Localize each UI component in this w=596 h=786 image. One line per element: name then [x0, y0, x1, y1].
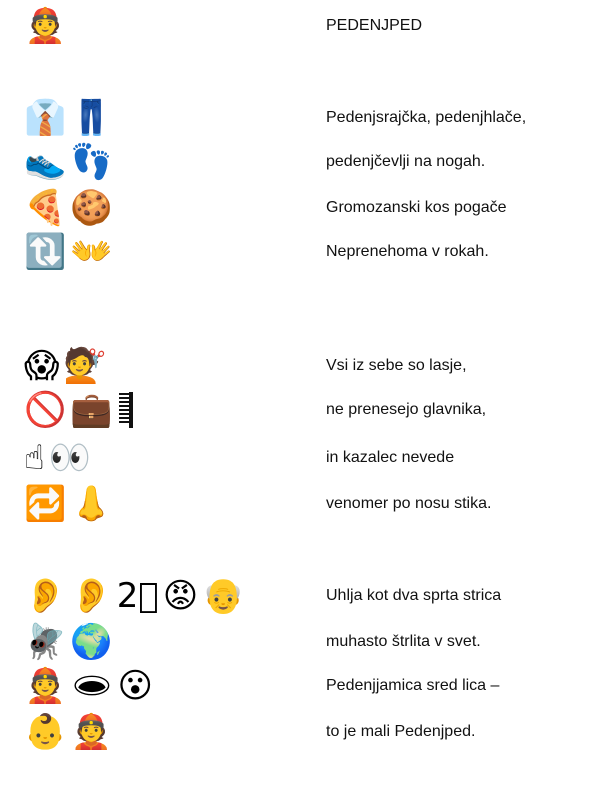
arrows-clockwise-icon: 🔃 [24, 232, 67, 272]
stanza-3-line-3 [0, 664, 596, 708]
verse-line: ne prenesejo glavnika, [326, 401, 487, 418]
emoji-group [24, 664, 153, 708]
verse-line: Uhlja kot dva sprta strica [326, 587, 502, 604]
stanza-3-line-2 [0, 620, 596, 664]
verse-line: Pedenjjamica sred lica – [326, 677, 500, 694]
stanza-1-line-4 [0, 230, 596, 274]
footprints-icon: 👣 [70, 142, 113, 182]
keycap-two-icon: 2⃣ [116, 576, 159, 616]
poem-title: PEDENJPED [326, 17, 423, 34]
jeans-icon: 👖 [70, 98, 113, 138]
emoji-group [24, 344, 106, 388]
boy-with-cap-icon: 👲 [24, 666, 67, 706]
stanza-1-line-3 [0, 186, 596, 230]
hole-icon: 🕳 [70, 666, 114, 706]
verse-line: venomer po nosu stika. [326, 495, 492, 512]
pizza-icon: 🍕 [24, 188, 67, 228]
verse-line: pedenjčevlji na nogah. [326, 153, 486, 170]
verse-line: muhasto štrlita v svet. [326, 633, 481, 650]
stanza-1-line-1 [0, 96, 596, 140]
emoji-group [24, 186, 113, 230]
verse-line: Vsi iz sebe so lasje, [326, 357, 467, 374]
globe-icon: 🌍 [70, 622, 113, 662]
emoji-group [24, 230, 113, 274]
fly-icon: 🪰 [24, 622, 67, 662]
ear-icon: 👂 [24, 576, 67, 616]
nose-icon: 👃 [70, 484, 113, 524]
ear-icon: 👂 [70, 576, 113, 616]
baby-icon: 👶 [24, 712, 67, 752]
emoji-group [24, 482, 113, 526]
sneaker-icon: 👟 [24, 142, 67, 182]
emoji-group [24, 710, 113, 754]
verse-line: to je mali Pedenjped. [326, 723, 476, 740]
stanza-2-line-2 [0, 388, 596, 432]
verse-line: Pedenjsrajčka, pedenjhlače, [326, 109, 527, 126]
emoji-group [24, 436, 91, 480]
verse-line: Gromozanski kos pogače [326, 199, 507, 216]
boy-with-cap-icon: 👲 [70, 712, 113, 752]
prohibited-icon: 🚫 [24, 390, 67, 430]
title-row [0, 4, 596, 48]
surprised-face-icon: 😮 [117, 666, 153, 706]
stanza-3-line-4 [0, 710, 596, 754]
emoji-group [24, 574, 245, 618]
stanza-2-line-1 [0, 344, 596, 388]
eyes-icon: 👀 [48, 438, 92, 478]
emoji-group [24, 140, 113, 184]
old-man-icon: 👴 [202, 576, 245, 616]
verse-line: in kazalec nevede [326, 449, 455, 466]
index-pointing-up-icon: ☝ [24, 438, 45, 478]
open-hands-icon: 👐 [70, 232, 113, 272]
verse-line: Neprenehoma v rokah. [326, 243, 489, 260]
stanza-2-line-3 [0, 436, 596, 480]
stanza-2-line-4 [0, 482, 596, 526]
boy-with-cap-icon: 👲 [24, 6, 67, 46]
screaming-face-icon: 😱 [24, 346, 60, 386]
shirt-tie-icon: 👔 [24, 98, 67, 138]
comb-icon [117, 388, 135, 432]
briefcase-icon: 💼 [70, 390, 113, 430]
angry-face-icon: 😡 [162, 576, 199, 616]
title-emoji [24, 4, 66, 48]
repeat-icon: 🔁 [24, 484, 67, 524]
stanza-3-line-1 [0, 574, 596, 618]
stanza-1-line-2 [0, 140, 596, 184]
emoji-group [24, 96, 113, 140]
cookie-icon: 🍪 [70, 188, 113, 228]
haircut-icon: 💇 [63, 346, 106, 386]
emoji-group [24, 388, 135, 432]
emoji-group [24, 620, 113, 664]
